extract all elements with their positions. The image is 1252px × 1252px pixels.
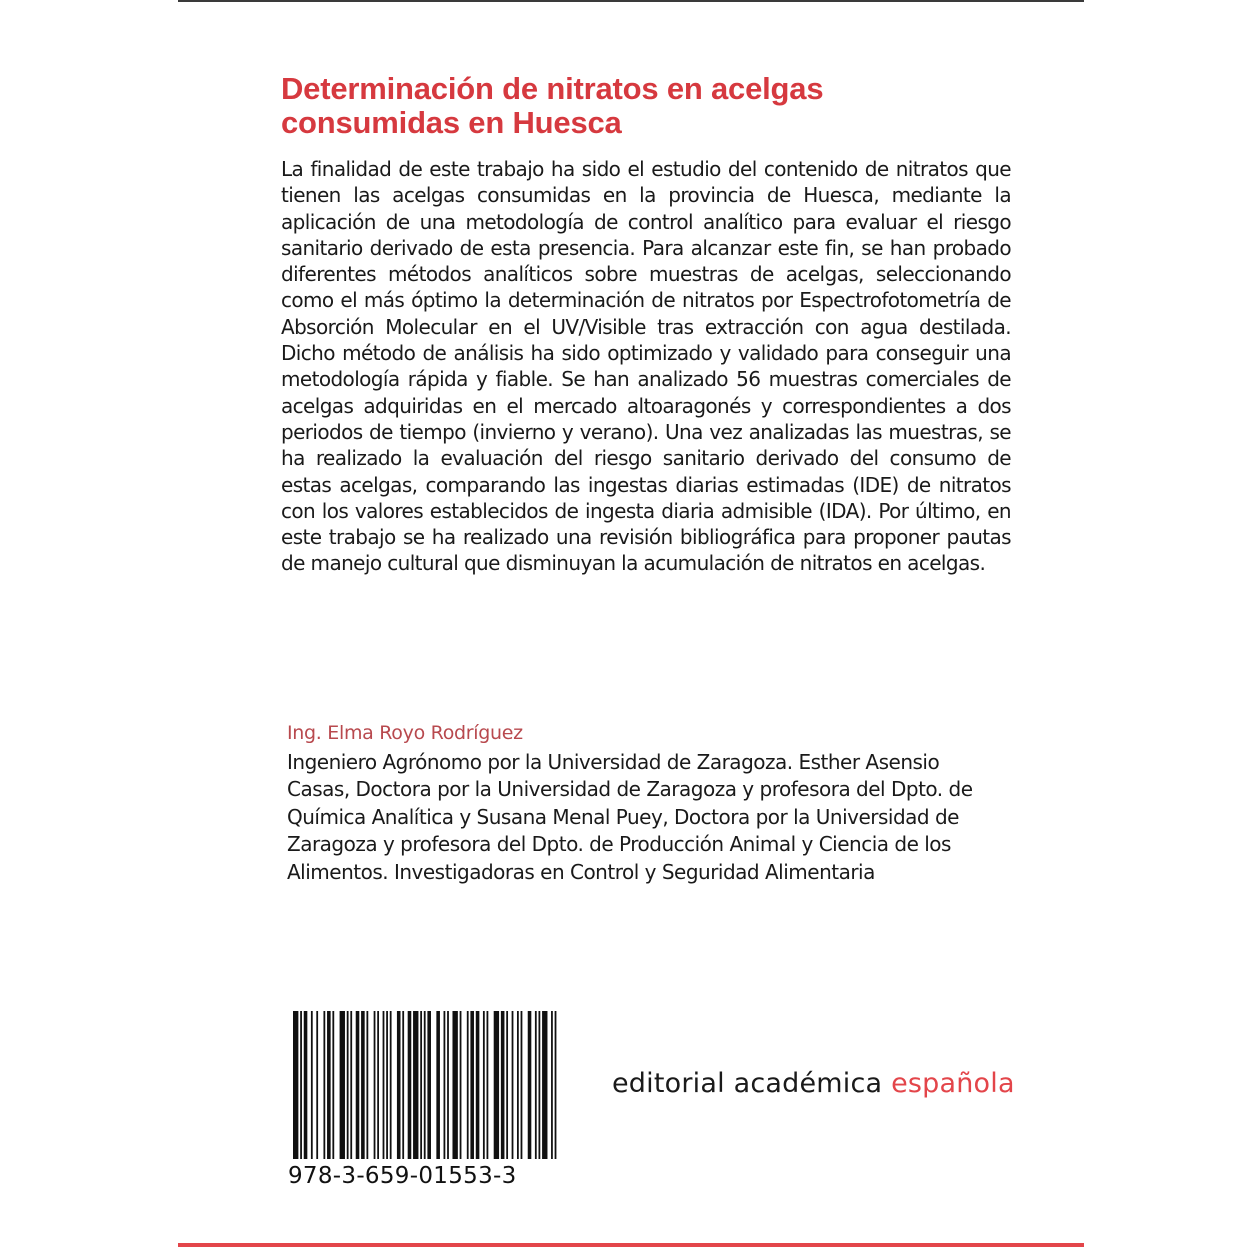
barcode-bar <box>452 1011 457 1159</box>
publisher-name: editorial académica <box>612 1068 892 1099</box>
book-title-line-1: Determinación de nitratos en acelgas <box>281 71 824 106</box>
barcode-bar <box>512 1011 514 1159</box>
barcode-bar <box>347 1011 349 1159</box>
barcode-bar <box>555 1011 557 1159</box>
barcode-bar <box>476 1011 480 1159</box>
barcode-bar <box>304 1011 308 1159</box>
barcode-bar <box>517 1011 519 1159</box>
barcode-bar <box>494 1011 499 1159</box>
barcode-bar <box>327 1011 331 1159</box>
author-bio-line: Alimentos. Investigadoras en Control y Seguridad Alimentaria <box>287 859 875 884</box>
barcode-bar <box>402 1011 404 1159</box>
isbn-barcode <box>293 1011 560 1159</box>
barcode-bar <box>551 1011 553 1159</box>
publisher-name-accent: española <box>891 1068 1015 1099</box>
barcode-bar <box>366 1011 368 1159</box>
author-bio-line: Casas, Doctora por la Universidad de Zaragoza y profesora del Dpto. de <box>287 777 973 802</box>
barcode-bar <box>470 1011 474 1159</box>
barcode-bar <box>487 1011 489 1159</box>
barcode-bar <box>444 1011 446 1159</box>
barcode-bar <box>311 1011 313 1159</box>
barcode-bar <box>386 1011 388 1159</box>
barcode-bar <box>542 1011 547 1159</box>
barcode-bar <box>447 1011 449 1159</box>
bottom-rule <box>178 1243 1084 1247</box>
top-rule <box>178 0 1084 2</box>
author-name: Ing. Elma Royo Rodríguez <box>287 722 523 744</box>
author-bio-line: Ingeniero Agrónomo por la Universidad de Zaragoza. Esther Asensio <box>287 750 940 774</box>
barcode-bar <box>427 1011 431 1159</box>
barcode-bar <box>420 1011 422 1159</box>
barcode-bar <box>316 1011 318 1159</box>
book-abstract: La finalidad de este trabajo ha sido el estudio del contenido de nitratos que tienen las acelgas consumidas en la provincia de Huesca, mediante la aplicación de una metodología de control analítico para evaluar el riesgo sanitario derivado de esta presencia. Para alcanzar este fin, se han probado diferentes métodos analíticos sobre muestras de acelgas, seleccionando como el más óptimo la determinación de nitratos por Espectrofotometría de Absorción Molecular en el UV/Visible tras extracción con agua destilada. Dicho método de análisis ha sido optimizado y validado para conseguir una metodología rápida y fiable. Se han analizado 56 muestras comerciales de acelgas adquiridas en el mercado altoaragonés y correspondientes a dos periodos de tiempo (invierno y verano). Una vez analizadas las muestras, se ha realizado la evaluación del riesgo sanitario derivado del consumo de estas acelgas, comparando las ingestas diarias estimadas (IDE) de nitratos con los valores establecidos de ingesta diaria admisible (IDA). Por último, en este trabajo se ha realizado una revisión bibliográfica para proponer pautas de manejo cultural que disminuyan la acumulación de nitratos en acelgas. <box>281 157 1011 576</box>
barcode-bar <box>539 1011 541 1159</box>
author-bio-line: Zaragoza y profesora del Dpto. de Producción Animal y Ciencia de los <box>287 832 951 857</box>
barcode-bar <box>436 1011 440 1159</box>
barcode-bar <box>460 1011 462 1159</box>
barcode-bar <box>506 1011 508 1159</box>
barcode-bar <box>383 1011 385 1159</box>
barcode-bar <box>501 1011 505 1159</box>
barcode-bar <box>323 1011 325 1159</box>
barcode-bar <box>397 1011 401 1159</box>
barcode-bar <box>340 1011 345 1159</box>
barcode-bar <box>528 1011 532 1159</box>
barcode-bar <box>424 1011 426 1159</box>
barcode-bar <box>332 1011 334 1159</box>
author-bio <box>287 749 1007 886</box>
barcode-bar <box>535 1011 537 1159</box>
publisher-logo <box>612 1066 1015 1102</box>
book-title <box>281 72 1001 140</box>
barcode-bar <box>521 1011 523 1159</box>
author-bio-line: Química Analítica y Susana Menal Puey, Doctora por la Universidad de <box>287 804 959 829</box>
barcode-bar <box>467 1011 469 1159</box>
barcode-bar <box>377 1011 379 1159</box>
barcode-bar <box>374 1011 376 1159</box>
barcode-bar <box>300 1011 302 1159</box>
barcode-bar <box>408 1011 412 1159</box>
isbn-number: 978-3-659-01553-3 <box>288 1163 517 1189</box>
barcode-bar <box>361 1011 365 1159</box>
barcode-bar <box>390 1011 392 1159</box>
barcode-bar <box>483 1011 485 1159</box>
barcode-bar <box>293 1011 298 1159</box>
barcode-bar <box>350 1011 352 1159</box>
barcode-bar <box>356 1011 360 1159</box>
book-title-line-2: consumidas en Huesca <box>281 105 622 140</box>
barcode-bar <box>413 1011 418 1159</box>
